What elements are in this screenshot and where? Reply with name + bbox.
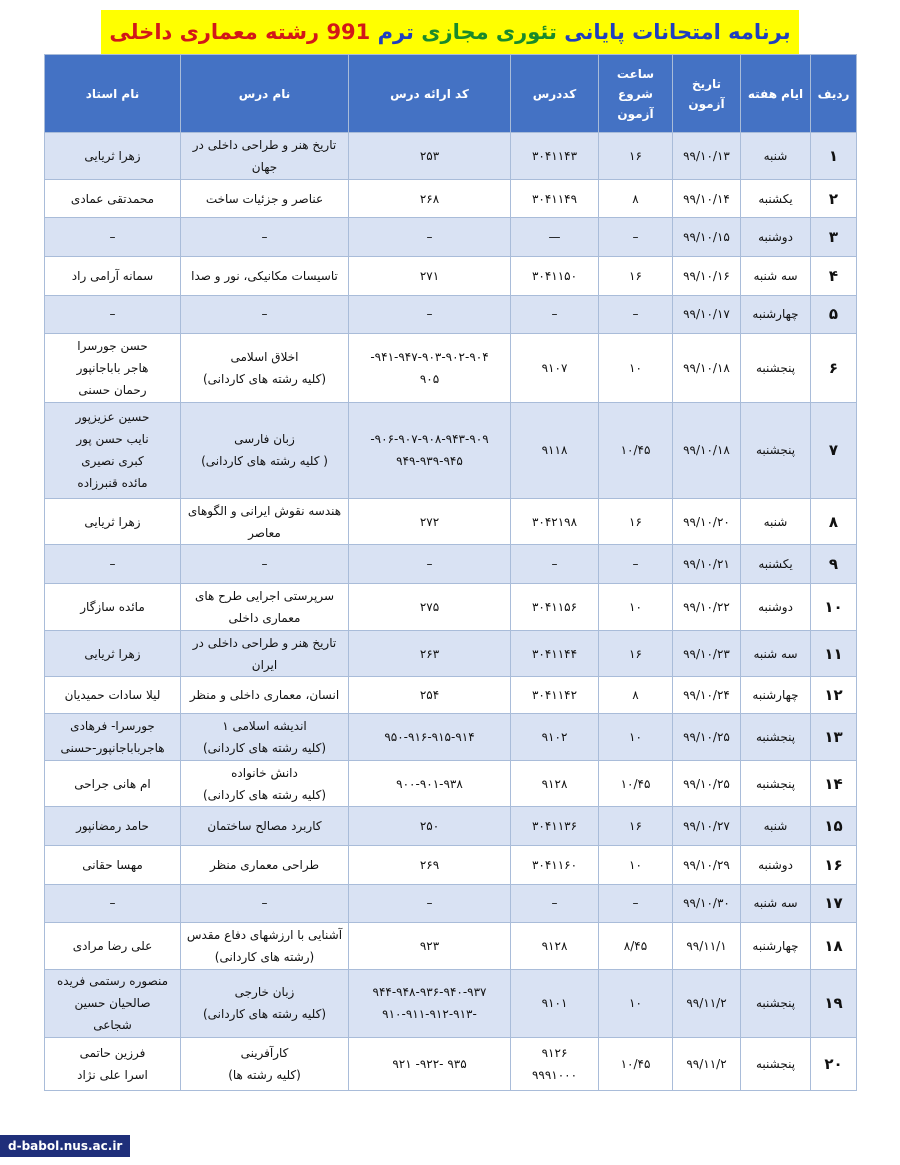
table-row	[45, 884, 857, 923]
cell-start-time: –	[599, 884, 673, 923]
cell-course-name: کاربرد مصالح ساختمان	[181, 807, 349, 846]
cell-start-time: ۱۰	[599, 846, 673, 885]
header-date: تاریخ آزمون	[673, 55, 741, 133]
cell-day: یکشنبه	[741, 179, 811, 218]
cell-start-time: ۱۰	[599, 583, 673, 630]
cell-course-code: ۳۰۴۱۱۶۰	[511, 846, 599, 885]
cell-offer-code: ۹۵۰-۹۱۶-۹۱۵-۹۱۴	[349, 713, 511, 760]
cell-day: دوشنبه	[741, 846, 811, 885]
cell-offer-code: ۹۲۳	[349, 923, 511, 970]
cell-instructor: منصوره رستمی فریده صالحیان حسین شجاعی	[45, 969, 181, 1037]
cell-instructor: حامد رمضانپور	[45, 807, 181, 846]
cell-instructor: جورسرا- فرهادی هاجرباباجانپور-حسنی	[45, 713, 181, 760]
cell-row-number: ۱۹	[811, 969, 857, 1037]
cell-instructor: محمدتقی عمادی	[45, 179, 181, 218]
cell-start-time: ۱۶	[599, 807, 673, 846]
table-row	[45, 583, 857, 630]
cell-start-time: ۱۰	[599, 713, 673, 760]
table-row	[45, 295, 857, 334]
cell-course-name: اخلاق اسلامی (کلیه رشته های کاردانی)	[181, 334, 349, 403]
title-part-2: تئوری مجازی	[421, 20, 557, 44]
cell-start-time: –	[599, 545, 673, 584]
cell-row-number: ۱۱	[811, 630, 857, 677]
cell-offer-code: –	[349, 545, 511, 584]
table-row	[45, 498, 857, 545]
cell-start-time: ۱۶	[599, 133, 673, 180]
table-row	[45, 133, 857, 180]
cell-course-name: طراحی معماری منظر	[181, 846, 349, 885]
cell-date: ۹۹/۱۰/۲۵	[673, 760, 741, 807]
cell-offer-code: ۲۵۳	[349, 133, 511, 180]
cell-course-name: تاریخ هنر و طراحی داخلی در جهان	[181, 133, 349, 180]
table-header-row	[45, 55, 857, 133]
header-day: ایام هفته	[741, 55, 811, 133]
cell-course-code: ۹۱۰۷	[511, 334, 599, 403]
cell-day: یکشنبه	[741, 545, 811, 584]
cell-offer-code: ۲۶۹	[349, 846, 511, 885]
cell-course-code: —	[511, 218, 599, 257]
cell-day: چهارشنبه	[741, 677, 811, 714]
cell-row-number: ۱۷	[811, 884, 857, 923]
cell-day: پنجشنبه	[741, 403, 811, 498]
cell-offer-code: ۹۰۶-۹۰۷-۹۰۸-۹۴۳-۹۰۹- ۹۴۹-۹۳۹-۹۴۵	[349, 403, 511, 498]
cell-row-number: ۱۵	[811, 807, 857, 846]
cell-day: پنجشنبه	[741, 969, 811, 1037]
cell-start-time: ۱۶	[599, 256, 673, 295]
cell-date: ۹۹/۱۰/۱۵	[673, 218, 741, 257]
site-url-badge: d-babol.nus.ac.ir	[0, 1135, 130, 1157]
table-row	[45, 630, 857, 677]
cell-start-time: ۱۰	[599, 334, 673, 403]
header-offer-code: کد ارائه درس	[349, 55, 511, 133]
cell-date: ۹۹/۱۰/۲۱	[673, 545, 741, 584]
cell-course-name: هندسه نقوش ایرانی و الگوهای معاصر	[181, 498, 349, 545]
table-row	[45, 403, 857, 498]
cell-course-name: –	[181, 218, 349, 257]
cell-day: پنجشنبه	[741, 713, 811, 760]
table-row	[45, 760, 857, 807]
cell-course-code: ۳۰۴۱۱۵۰	[511, 256, 599, 295]
page-title	[101, 10, 798, 54]
cell-offer-code: –	[349, 295, 511, 334]
cell-day: پنجشنبه	[741, 760, 811, 807]
cell-day: چهارشنبه	[741, 295, 811, 334]
cell-row-number: ۱	[811, 133, 857, 180]
table-row	[45, 846, 857, 885]
cell-instructor: لیلا سادات حمیدیان	[45, 677, 181, 714]
cell-day: سه شنبه	[741, 884, 811, 923]
table-row	[45, 1037, 857, 1090]
cell-offer-code: ۲۶۳	[349, 630, 511, 677]
cell-date: ۹۹/۱۰/۳۰	[673, 884, 741, 923]
title-part-1: برنامه امتحانات پایانی	[556, 20, 791, 44]
cell-instructor: زهرا ثریایی	[45, 630, 181, 677]
table-row	[45, 713, 857, 760]
cell-course-name: زبان فارسی ( کلیه رشته های کاردانی)	[181, 403, 349, 498]
cell-date: ۹۹/۱۰/۲۴	[673, 677, 741, 714]
cell-date: ۹۹/۱۰/۲۰	[673, 498, 741, 545]
cell-offer-code: ۲۷۲	[349, 498, 511, 545]
cell-date: ۹۹/۱۰/۲۳	[673, 630, 741, 677]
cell-offer-code: ۲۷۵	[349, 583, 511, 630]
cell-date: ۹۹/۱۰/۱۷	[673, 295, 741, 334]
cell-offer-code: ۹۴۴-۹۴۸-۹۳۶-۹۴۰-۹۳۷ -۹۱۰-۹۱۱-۹۱۲-۹۱۳	[349, 969, 511, 1037]
cell-day: پنجشنبه	[741, 1037, 811, 1090]
cell-offer-code: ۹۳۵ -۹۲۲- ۹۲۱	[349, 1037, 511, 1090]
title-part-3: ترم	[370, 20, 422, 44]
cell-row-number: ۸	[811, 498, 857, 545]
cell-date: ۹۹/۱۰/۱۴	[673, 179, 741, 218]
header-instructor: نام استاد	[45, 55, 181, 133]
cell-row-number: ۱۸	[811, 923, 857, 970]
table-row	[45, 545, 857, 584]
cell-date: ۹۹/۱۰/۱۸	[673, 403, 741, 498]
cell-course-code: ۳۰۴۲۱۹۸	[511, 498, 599, 545]
table-row	[45, 807, 857, 846]
cell-offer-code: ۲۶۸	[349, 179, 511, 218]
title-part-5: رشته معماری داخلی	[109, 20, 327, 44]
cell-offer-code: –	[349, 218, 511, 257]
cell-course-code: ۳۰۴۱۱۵۶	[511, 583, 599, 630]
cell-course-code: ۳۰۴۱۱۴۹	[511, 179, 599, 218]
cell-day: شنبه	[741, 807, 811, 846]
cell-instructor: زهرا ثریایی	[45, 133, 181, 180]
cell-date: ۹۹/۱۰/۱۳	[673, 133, 741, 180]
cell-date: ۹۹/۱۰/۱۶	[673, 256, 741, 295]
cell-row-number: ۵	[811, 295, 857, 334]
cell-date: ۹۹/۱۰/۲۹	[673, 846, 741, 885]
cell-row-number: ۳	[811, 218, 857, 257]
cell-start-time: ۱۶	[599, 630, 673, 677]
cell-date: ۹۹/۱۰/۲۷	[673, 807, 741, 846]
table-body	[45, 133, 857, 1091]
cell-instructor: فرزین حاتمی اسرا علی نژاد	[45, 1037, 181, 1090]
table-row	[45, 218, 857, 257]
table-row	[45, 179, 857, 218]
cell-offer-code: ۹۴۱-۹۴۷-۹۰۳-۹۰۲-۹۰۴- ۹۰۵	[349, 334, 511, 403]
cell-start-time: ۸	[599, 677, 673, 714]
cell-day: سه شنبه	[741, 256, 811, 295]
cell-course-code: ۳۰۴۱۱۴۳	[511, 133, 599, 180]
header-start-time: ساعت شروع آزمون	[599, 55, 673, 133]
cell-course-name: –	[181, 295, 349, 334]
cell-course-name: زبان خارجی (کلیه رشته های کاردانی)	[181, 969, 349, 1037]
cell-offer-code: ۲۵۴	[349, 677, 511, 714]
cell-instructor: حسین عزیزپور نایب حسن پور کبری نصیری مائده قنبرزاده	[45, 403, 181, 498]
header-row-number: ردیف	[811, 55, 857, 133]
cell-instructor: علی رضا مرادی	[45, 923, 181, 970]
cell-course-code: ۹۱۲۸	[511, 760, 599, 807]
cell-row-number: ۱۶	[811, 846, 857, 885]
cell-course-code: ۳۰۴۱۱۴۴	[511, 630, 599, 677]
cell-instructor: مهسا حقانی	[45, 846, 181, 885]
cell-start-time: ۸	[599, 179, 673, 218]
cell-start-time: ۱۶	[599, 498, 673, 545]
cell-day: دوشنبه	[741, 583, 811, 630]
cell-course-code: –	[511, 545, 599, 584]
cell-row-number: ۹	[811, 545, 857, 584]
cell-course-code: ۳۰۴۱۱۴۲	[511, 677, 599, 714]
cell-instructor: –	[45, 545, 181, 584]
cell-course-code: ۹۱۱۸	[511, 403, 599, 498]
cell-start-time: ۸/۴۵	[599, 923, 673, 970]
cell-instructor: سمانه آرامی راد	[45, 256, 181, 295]
cell-start-time: ۱۰/۴۵	[599, 403, 673, 498]
cell-day: پنجشنبه	[741, 334, 811, 403]
table-row	[45, 334, 857, 403]
cell-course-name: تاسیسات مکانیکی، نور و صدا	[181, 256, 349, 295]
header-course-code: کددرس	[511, 55, 599, 133]
cell-start-time: –	[599, 295, 673, 334]
cell-course-name: سرپرستی اجرایی طرح های معماری داخلی	[181, 583, 349, 630]
cell-date: ۹۹/۱۰/۲۵	[673, 713, 741, 760]
exam-schedule-table	[44, 54, 857, 1091]
cell-offer-code: ۹۰۰-۹۰۱-۹۳۸	[349, 760, 511, 807]
cell-row-number: ۱۲	[811, 677, 857, 714]
cell-course-code: ۹۱۰۱	[511, 969, 599, 1037]
cell-date: ۹۹/۱۱/۲	[673, 969, 741, 1037]
cell-row-number: ۷	[811, 403, 857, 498]
cell-start-time: ۱۰/۴۵	[599, 1037, 673, 1090]
cell-course-name: اندیشه اسلامی ۱ (کلیه رشته های کاردانی)	[181, 713, 349, 760]
cell-course-name: تاریخ هنر و طراحی داخلی در ایران	[181, 630, 349, 677]
cell-row-number: ۱۰	[811, 583, 857, 630]
cell-course-code: ۹۱۲۸	[511, 923, 599, 970]
cell-offer-code: –	[349, 884, 511, 923]
cell-row-number: ۲۰	[811, 1037, 857, 1090]
cell-offer-code: ۲۵۰	[349, 807, 511, 846]
table-row	[45, 969, 857, 1037]
cell-course-name: –	[181, 545, 349, 584]
cell-course-name: دانش خانواده (کلیه رشته های کاردانی)	[181, 760, 349, 807]
cell-course-code: ۹۱۰۲	[511, 713, 599, 760]
title-part-4: 991	[326, 20, 371, 44]
table-row	[45, 923, 857, 970]
cell-course-name: کارآفرینی (کلیه رشته ها)	[181, 1037, 349, 1090]
cell-course-code: –	[511, 884, 599, 923]
cell-row-number: ۴	[811, 256, 857, 295]
cell-day: چهارشنبه	[741, 923, 811, 970]
cell-instructor: ام هانی جراحی	[45, 760, 181, 807]
cell-date: ۹۹/۱۰/۲۲	[673, 583, 741, 630]
cell-instructor: –	[45, 295, 181, 334]
cell-start-time: ۱۰/۴۵	[599, 760, 673, 807]
cell-day: سه شنبه	[741, 630, 811, 677]
cell-start-time: –	[599, 218, 673, 257]
cell-row-number: ۶	[811, 334, 857, 403]
cell-start-time: ۱۰	[599, 969, 673, 1037]
cell-course-code: ۳۰۴۱۱۳۶	[511, 807, 599, 846]
cell-row-number: ۱۴	[811, 760, 857, 807]
cell-date: ۹۹/۱۱/۲	[673, 1037, 741, 1090]
cell-course-code: –	[511, 295, 599, 334]
header-course-name: نام درس	[181, 55, 349, 133]
cell-date: ۹۹/۱۱/۱	[673, 923, 741, 970]
table-row	[45, 256, 857, 295]
cell-instructor: مائده سازگار	[45, 583, 181, 630]
title-wrap	[0, 10, 900, 54]
cell-day: شنبه	[741, 133, 811, 180]
cell-course-code: ۹۱۲۶ ۹۹۹۱۰۰۰	[511, 1037, 599, 1090]
cell-instructor: –	[45, 884, 181, 923]
cell-instructor: –	[45, 218, 181, 257]
cell-date: ۹۹/۱۰/۱۸	[673, 334, 741, 403]
cell-course-name: انسان، معماری داخلی و منظر	[181, 677, 349, 714]
cell-day: شنبه	[741, 498, 811, 545]
cell-instructor: حسن جورسرا هاجر باباجانپور رحمان حسنی	[45, 334, 181, 403]
cell-day: دوشنبه	[741, 218, 811, 257]
cell-row-number: ۲	[811, 179, 857, 218]
cell-course-name: –	[181, 884, 349, 923]
table-row	[45, 677, 857, 714]
cell-instructor: زهرا ثریایی	[45, 498, 181, 545]
cell-offer-code: ۲۷۱	[349, 256, 511, 295]
cell-course-name: عناصر و جزئیات ساخت	[181, 179, 349, 218]
cell-course-name: آشنایی با ارزشهای دفاع مقدس (رشته های کاردانی)	[181, 923, 349, 970]
cell-row-number: ۱۳	[811, 713, 857, 760]
